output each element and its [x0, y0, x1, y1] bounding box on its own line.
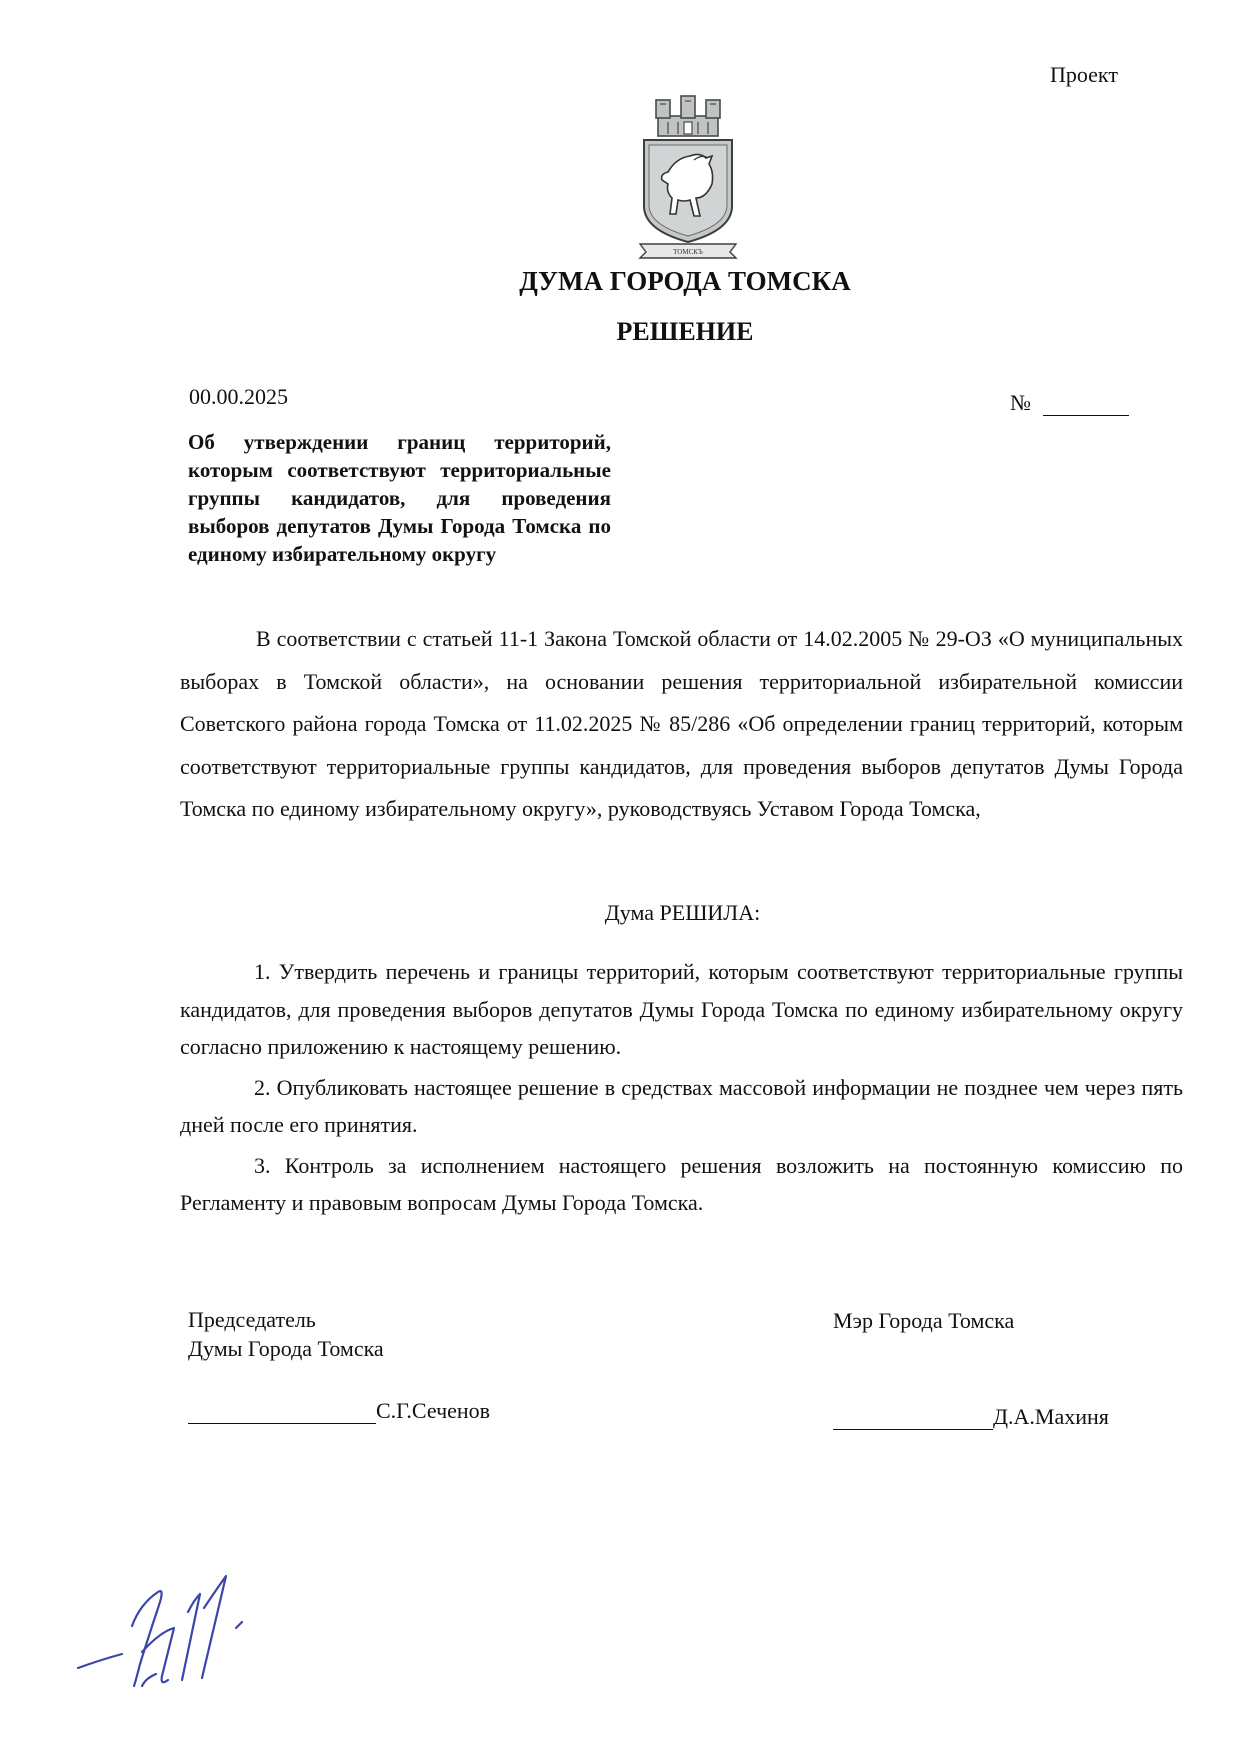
- chairman-title-line1: Председатель: [188, 1307, 316, 1332]
- resolution-item: 1. Утвердить перечень и границы территорий, которым соответствуют территориальные группы кандидатов, для проведения выборов депутатов Думы Города Томска по единому избирательному округу согласно приложению к настоящему решению.: [180, 959, 1183, 1059]
- chairman-title-line2: Думы Города Томска: [188, 1336, 384, 1361]
- resolution-item: 2. Опубликовать настоящее решение в средствах массовой информации не позднее чем через пять дней после его принятия.: [180, 1074, 1183, 1137]
- resolution-item: 3. Контроль за исполнением настоящего решения возложить на постоянную комиссию по Регламенту и правовым вопросам Думы Города Томска.: [180, 1152, 1183, 1215]
- chairman-title: [188, 1305, 384, 1363]
- document-date: 00.00.2025: [189, 384, 288, 409]
- handwritten-signature-icon: [70, 1568, 270, 1698]
- document-type: РЕШЕНИЕ: [616, 317, 754, 346]
- coat-of-arms-icon: [632, 94, 744, 260]
- number-label: №: [1010, 390, 1031, 415]
- preamble-paragraph: В соответствии с статьей 11-1 Закона Томской области от 14.02.2005 № 29-ОЗ «О муниципальных выборах в Томской области», на основании решения территориальной избирательной комиссии Советского района города Томска от 11.02.2025 № 85/286 «Об определении границ территорий, которым соответствуют территориальные группы кандидатов, для проведения выборов депутатов Думы Города Томска по единому избирательному округу», руководствуясь Уставом Города Томска,: [180, 626, 1183, 821]
- number-blank-line: [1043, 393, 1129, 416]
- resolution-heading: Дума РЕШИЛА:: [604, 900, 761, 925]
- document-subject: Об утверждении границ территорий, которым соответствуют территориальные группы кандидатов, для проведения выборов депутатов Думы Города Томска по единому избирательному округу: [188, 430, 611, 566]
- chairman-signature-line: [188, 1401, 376, 1424]
- chairman-name: С.Г.Сеченов: [376, 1398, 491, 1423]
- mayor-signature-block: [833, 1404, 1109, 1430]
- organization-title: ДУМА ГОРОДА ТОМСКА: [519, 266, 851, 296]
- mayor-signature-line: [833, 1407, 993, 1430]
- mayor-title: Мэр Города Томска: [833, 1308, 1015, 1333]
- mayor-name: Д.А.Махиня: [993, 1404, 1109, 1429]
- draft-label: Проект: [1050, 62, 1118, 87]
- chairman-signature-block: [188, 1398, 490, 1424]
- document-number: [1010, 390, 1129, 416]
- svg-text:ТОМСКЪ: ТОМСКЪ: [673, 248, 703, 256]
- resolution-items: [180, 953, 1183, 1225]
